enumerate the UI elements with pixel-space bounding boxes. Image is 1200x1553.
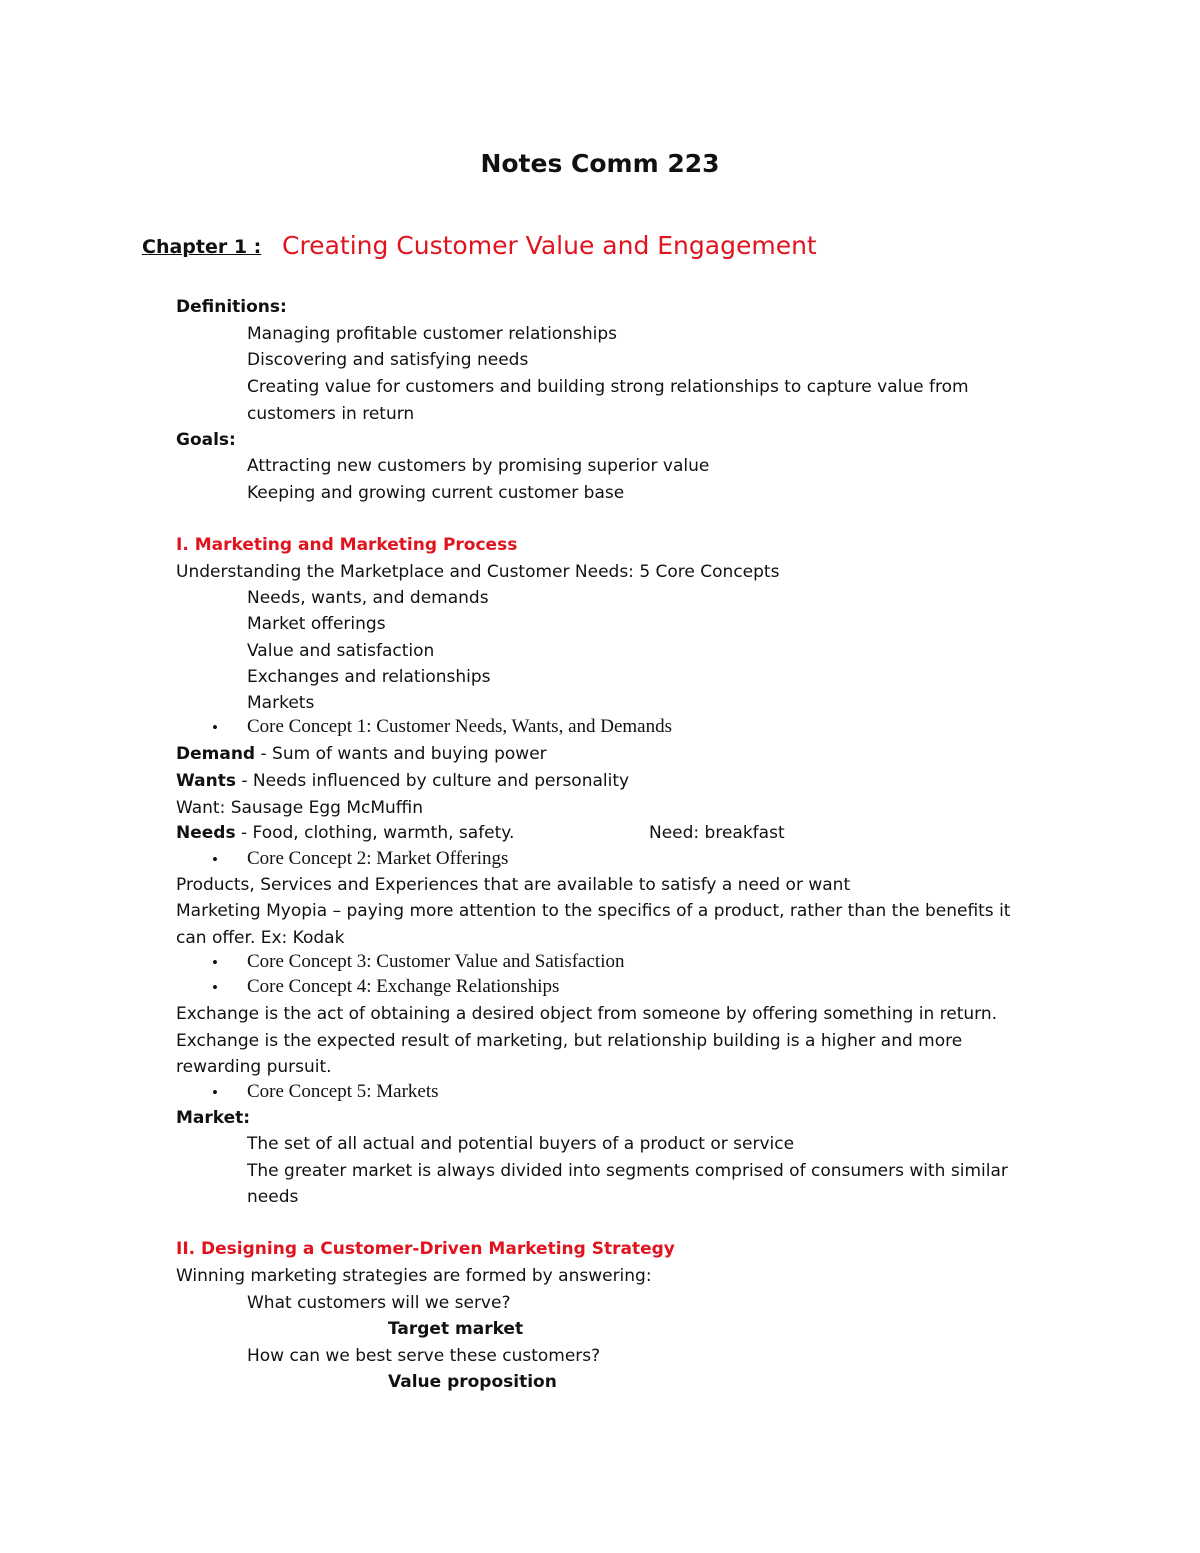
market-item: The greater market is always divided into segments comprised of consumers with similar — [247, 1161, 1008, 1181]
definition-item: Discovering and satisfying needs — [247, 350, 529, 370]
bullet-icon: • — [212, 978, 218, 997]
needs-label: Needs — [176, 823, 236, 843]
wants-line — [176, 770, 629, 792]
definitions-label: Definitions: — [176, 297, 287, 317]
bullet-icon: • — [212, 718, 218, 737]
section-heading: I. Marketing and Marketing Process — [176, 535, 518, 555]
offerings-text: Products, Services and Experiences that are available to satisfy a need or want — [176, 875, 851, 895]
wants-text: - Needs influenced by culture and personality — [235, 771, 630, 791]
strategy-question: How can we best serve these customers? — [247, 1346, 601, 1366]
goal-item: Attracting new customers by promising superior value — [247, 456, 710, 476]
exchange-text: rewarding pursuit. — [176, 1057, 332, 1077]
needs-text: - Food, clothing, warmth, safety. — [235, 823, 515, 843]
definition-item: Creating value for customers and building strong relationships to capture value from — [247, 377, 969, 397]
bullet-icon: • — [212, 850, 218, 869]
document-title: Notes Comm 223 — [480, 149, 720, 178]
want-example: Want: Sausage Egg McMuffin — [176, 798, 424, 818]
strategy-question: What customers will we serve? — [247, 1293, 511, 1313]
exchange-text: Exchange is the expected result of marketing, but relationship building is a higher and more — [176, 1031, 963, 1051]
section-intro: Winning marketing strategies are formed by answering: — [176, 1266, 652, 1286]
bullet-icon: • — [212, 1083, 218, 1102]
concept-item: Value and satisfaction — [247, 641, 435, 661]
concept-item: Needs, wants, and demands — [247, 588, 489, 608]
needs-line — [176, 822, 514, 844]
wants-label: Wants — [176, 771, 236, 791]
demand-label: Demand — [176, 744, 256, 764]
market-item: needs — [247, 1187, 299, 1207]
strategy-answer: Value proposition — [388, 1372, 557, 1392]
exchange-text: Exchange is the act of obtaining a desired object from someone by offering something in return. — [176, 1004, 998, 1024]
section-heading: II. Designing a Customer-Driven Marketing Strategy — [176, 1239, 675, 1259]
concept-item: Exchanges and relationships — [247, 667, 491, 687]
myopia-text: can offer. Ex: Kodak — [176, 928, 345, 948]
market-label: Market: — [176, 1108, 251, 1128]
strategy-answer: Target market — [388, 1319, 524, 1339]
core-concept-1: Core Concept 1: Customer Needs, Wants, and Demands — [247, 716, 673, 737]
bullet-icon: • — [212, 953, 218, 972]
goals-label: Goals: — [176, 430, 236, 450]
core-concept-5: Core Concept 5: Markets — [247, 1081, 439, 1102]
section-intro: Understanding the Marketplace and Customer Needs: 5 Core Concepts — [176, 562, 780, 582]
concept-item: Market offerings — [247, 614, 386, 634]
myopia-text: Marketing Myopia – paying more attention to the specifics of a product, rather than the benefits it — [176, 901, 1011, 921]
chapter-label: Chapter 1 : — [142, 236, 262, 258]
core-concept-3: Core Concept 3: Customer Value and Satisfaction — [247, 951, 625, 972]
core-concept-4: Core Concept 4: Exchange Relationships — [247, 976, 560, 997]
need-example: Need: breakfast — [649, 823, 785, 843]
core-concept-2: Core Concept 2: Market Offerings — [247, 848, 509, 869]
definition-item: customers in return — [247, 404, 415, 424]
demand-text: - Sum of wants and buying power — [255, 744, 547, 764]
demand-line — [176, 743, 547, 765]
concept-item: Markets — [247, 693, 315, 713]
definition-item: Managing profitable customer relationships — [247, 324, 617, 344]
goal-item: Keeping and growing current customer base — [247, 483, 625, 503]
market-item: The set of all actual and potential buyers of a product or service — [247, 1134, 795, 1154]
chapter-title: Creating Customer Value and Engagement — [282, 231, 817, 260]
